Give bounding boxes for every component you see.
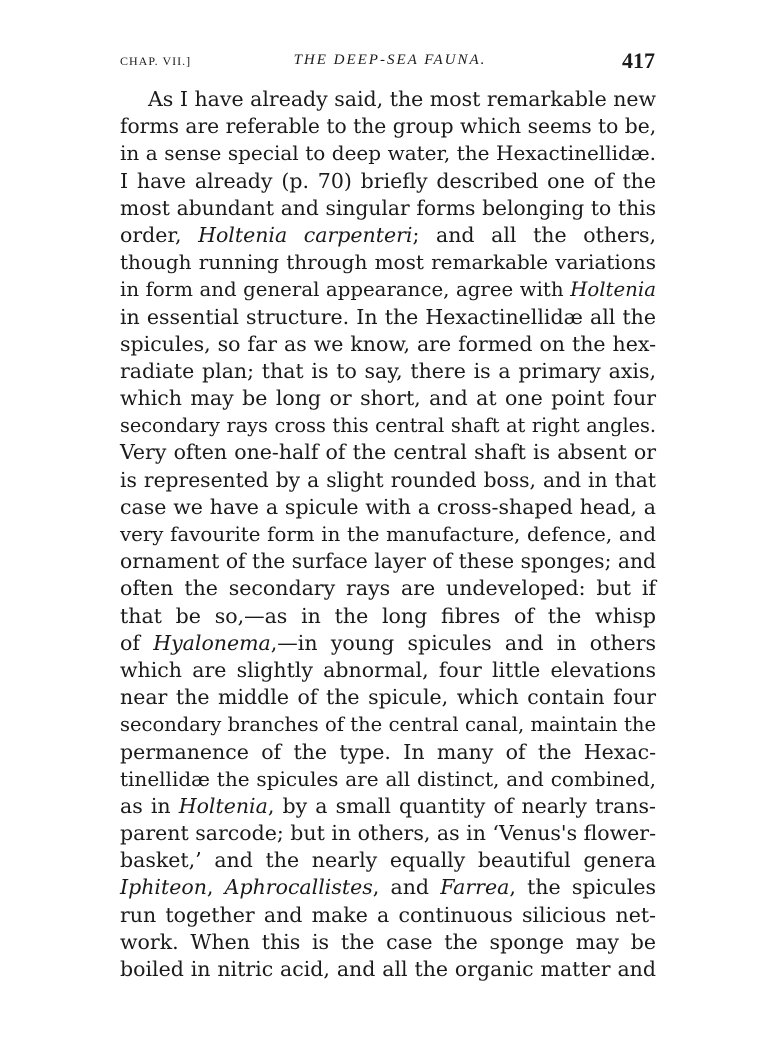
text-line: Iphiteon, Aphrocallistes, and Farrea, the spicules <box>120 875 656 900</box>
text-line: radiate plan; that is to say, there is a primary axis, <box>120 358 656 383</box>
text-line: parent sarcode; but in others, as in ‘Venus's flower- <box>120 821 657 846</box>
text-line: is represented by a slight rounded boss, and in that <box>120 467 656 492</box>
text-line: tinellidæ the spicules are all distinct, and combined, <box>120 766 656 791</box>
text-line: run together and make a continuous silicious net- <box>120 902 656 927</box>
text-line: often the secondary rays are undeveloped: but if <box>120 576 656 601</box>
text-line: as in Holtenia, by a small quantity of nearly trans- <box>120 793 656 818</box>
text-line: spicules, so far as we know, are formed on the hex- <box>120 331 656 356</box>
text-line: in form and general appearance, agree with Holtenia <box>120 278 656 302</box>
text-line: permanence of the type. In many of the Hexac- <box>120 739 656 764</box>
text-line: which may be long or short, and at one point four <box>120 386 656 411</box>
text-line: secondary branches of the central canal, maintain the <box>120 713 656 737</box>
text-line: As I have already said, the most remarkable new <box>148 87 657 111</box>
text-line: order, Holtenia carpenteri; and all the others, <box>120 222 656 247</box>
text-line: case we have a spicule with a cross-shaped head, a <box>120 494 656 519</box>
text-line: Very often one-half of the central shaft is absent or <box>120 440 656 465</box>
page-number: 417 <box>622 48 655 73</box>
body-paragraph <box>120 86 656 983</box>
text-line: secondary rays cross this central shaft at right angles. <box>120 414 656 438</box>
text-line: I have already (p. 70) briefly described one of the <box>120 168 656 193</box>
text-line: very favourite form in the manufacture, defence, and <box>120 523 656 546</box>
running-header <box>120 46 660 76</box>
text-line: boiled in nitric acid, and all the organic matter and <box>120 957 656 981</box>
text-line: in essential structure. In the Hexactinellidæ all the <box>120 304 656 329</box>
text-line: in a sense special to deep water, the Hexactinellidæ. <box>120 141 656 166</box>
text-line: of Hyalonema,—in young spicules and in others <box>120 630 656 655</box>
chapter-label: CHAP. VII.] <box>120 54 192 68</box>
text-line: ornament of the surface layer of these sponges; and <box>120 549 656 574</box>
text-line: though running through most remarkable variations <box>120 250 656 275</box>
text-line: that be so,—as in the long fibres of the whisp <box>120 603 656 628</box>
running-title: THE DEEP-SEA FAUNA. <box>293 52 487 68</box>
text-line: work. When this is the case the sponge may be <box>120 929 656 954</box>
text-line: basket,’ and the nearly equally beautiful genera <box>120 848 656 873</box>
text-line: near the middle of the spicule, which contain four <box>120 685 656 710</box>
text-line: most abundant and singular forms belonging to this <box>120 195 656 220</box>
text-line: forms are referable to the group which seems to be, <box>120 114 657 139</box>
text-line: which are slightly abnormal, four little elevations <box>120 657 656 682</box>
